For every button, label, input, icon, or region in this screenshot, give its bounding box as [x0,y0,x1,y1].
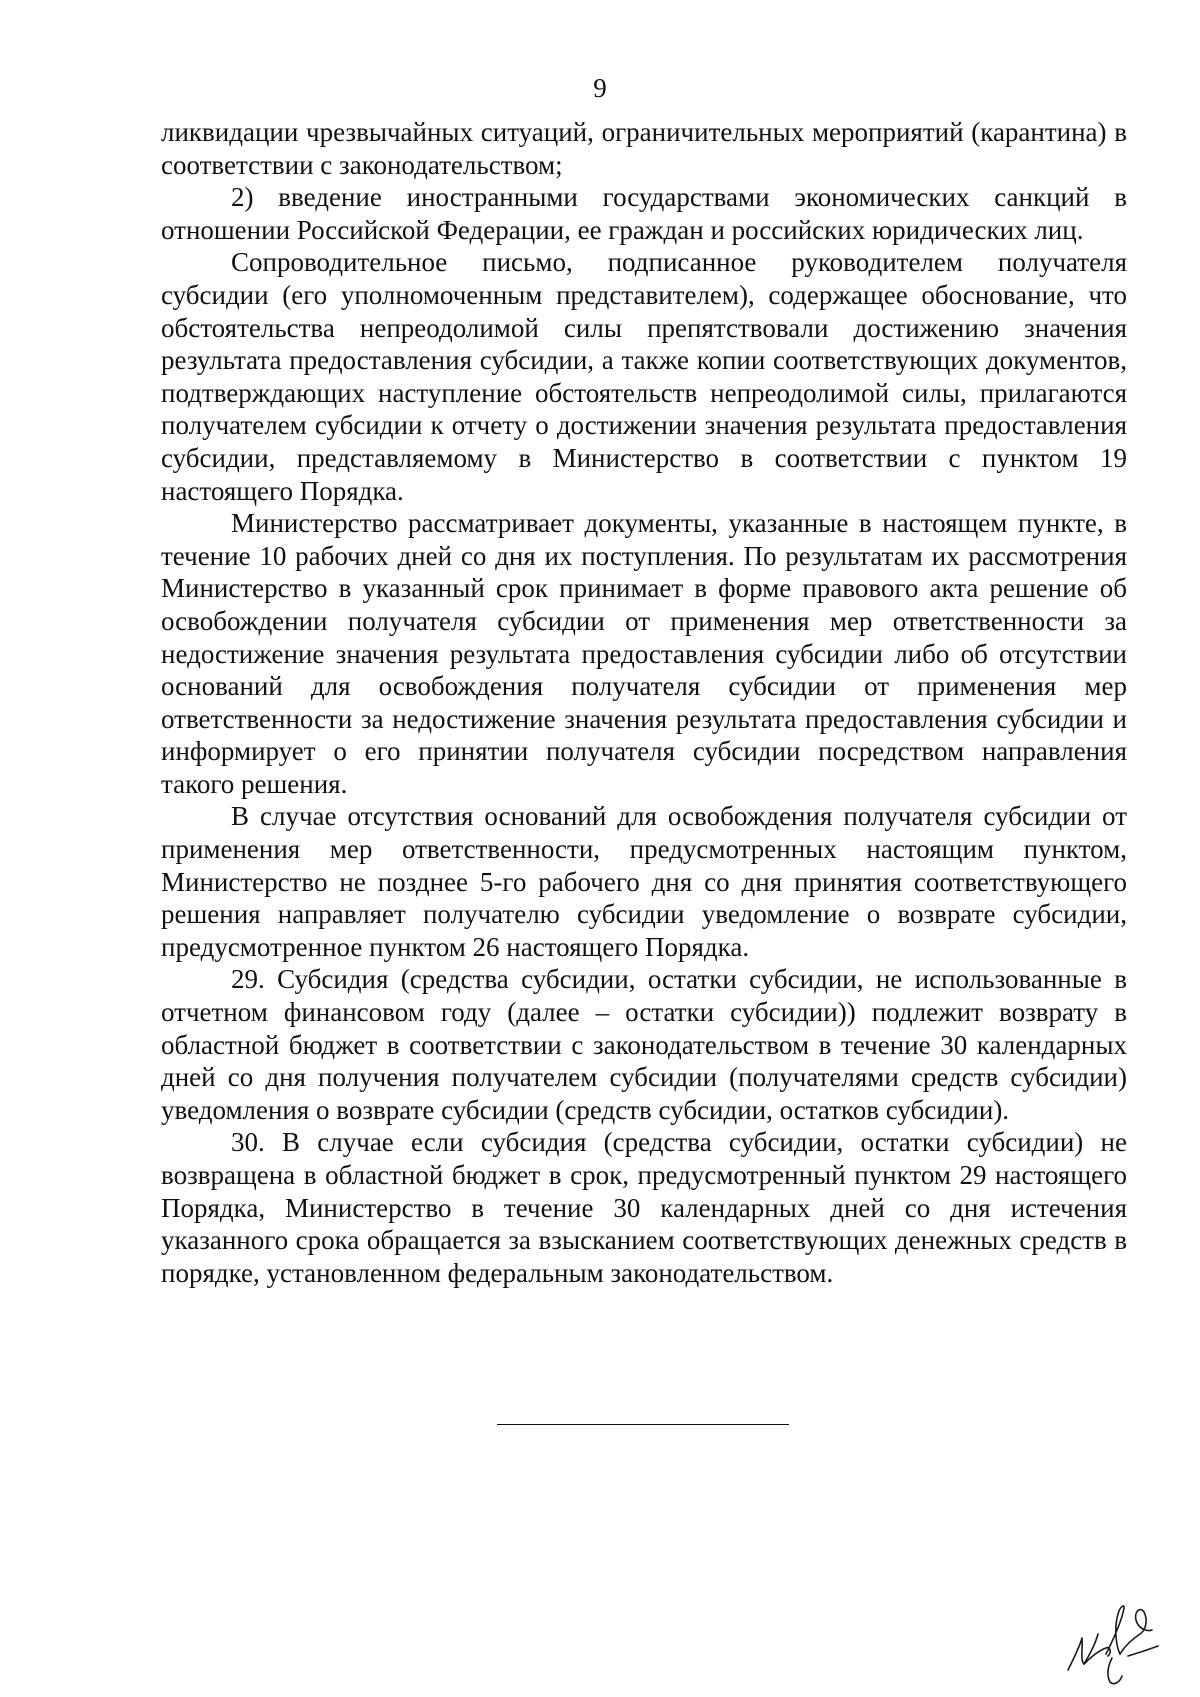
paragraph-item-2: 2) введение иностранными государствами экономических санкций в отношении Российской Федерации, ее граждан и российских юридических лиц. [161,182,1127,245]
document-body [161,116,1127,1289]
handwritten-signature-icon [1062,1598,1170,1688]
paragraph-ministry-review: Министерство рассматривает документы, указанные в настоящем пункте, в течение 10 рабочих дней со дня их поступления. По результатам их рассмотрения Министерство в указанный срок принимает в форме правового акта решение об освобождении получателя субсидии от применения мер ответственности за недостижение значения результата предоставления субсидии либо об отсутствии оснований для освобождения получателя субсидии от применения мер ответственности за недостижение значения результата предоставления субсидии и информирует о его принятии получателя субсидии посредством направления такого решения. [161,508,1127,799]
paragraph-clause-29: 29. Субсидия (средства субсидии, остатки субсидии, не использованные в отчетном финансовом году (далее – остатки субсидии)) подлежит возврату в областной бюджет в соответствии с законодательством в течение 30 календарных дней со дня получения получателем субсидии (получателями средств субсидии) уведомления о возврате субсидии (средств субсидии, остатков субсидии). [161,964,1127,1125]
page-number: 9 [593,73,607,103]
end-separator-line [497,1424,789,1425]
paragraph-continuation: ликвидации чрезвычайных ситуаций, ограничительных мероприятий (карантина) в соответствии с законодательством; [161,117,1127,180]
paragraph-cover-letter: Сопроводительное письмо, подписанное руководителем получателя субсидии (его уполномоченным представителем), содержащее обоснование, что обстоятельства непреодолимой силы препятствовали достижению значения результата предоставления субсидии, а также копии соответствующих документов, подтверждающих наступление обстоятельств непреодолимой силы, прилагаются получателем субсидии к отчету о достижении значения результата предоставления субсидии, представляемому в Министерство в соответствии с пунктом 19 настоящего Порядка. [161,247,1127,506]
paragraph-no-grounds: В случае отсутствия оснований для освобождения получателя субсидии от применения мер ответственности, предусмотренных настоящим пунктом, Министерство не позднее 5-го рабочего дня со дня принятия соответствующего решения направляет получателю субсидии уведомление о возврате субсидии, предусмотренное пунктом 26 настоящего Порядка. [161,801,1127,962]
paragraph-clause-30: 30. В случае если субсидия (средства субсидии, остатки субсидии) не возвращена в областной бюджет в срок, предусмотренный пунктом 29 настоящего Порядка, Министерство в течение 30 календарных дней со дня истечения указанного срока обращается за взысканием соответствующих денежных средств в порядке, установленном федеральным законодательством. [161,1127,1127,1288]
